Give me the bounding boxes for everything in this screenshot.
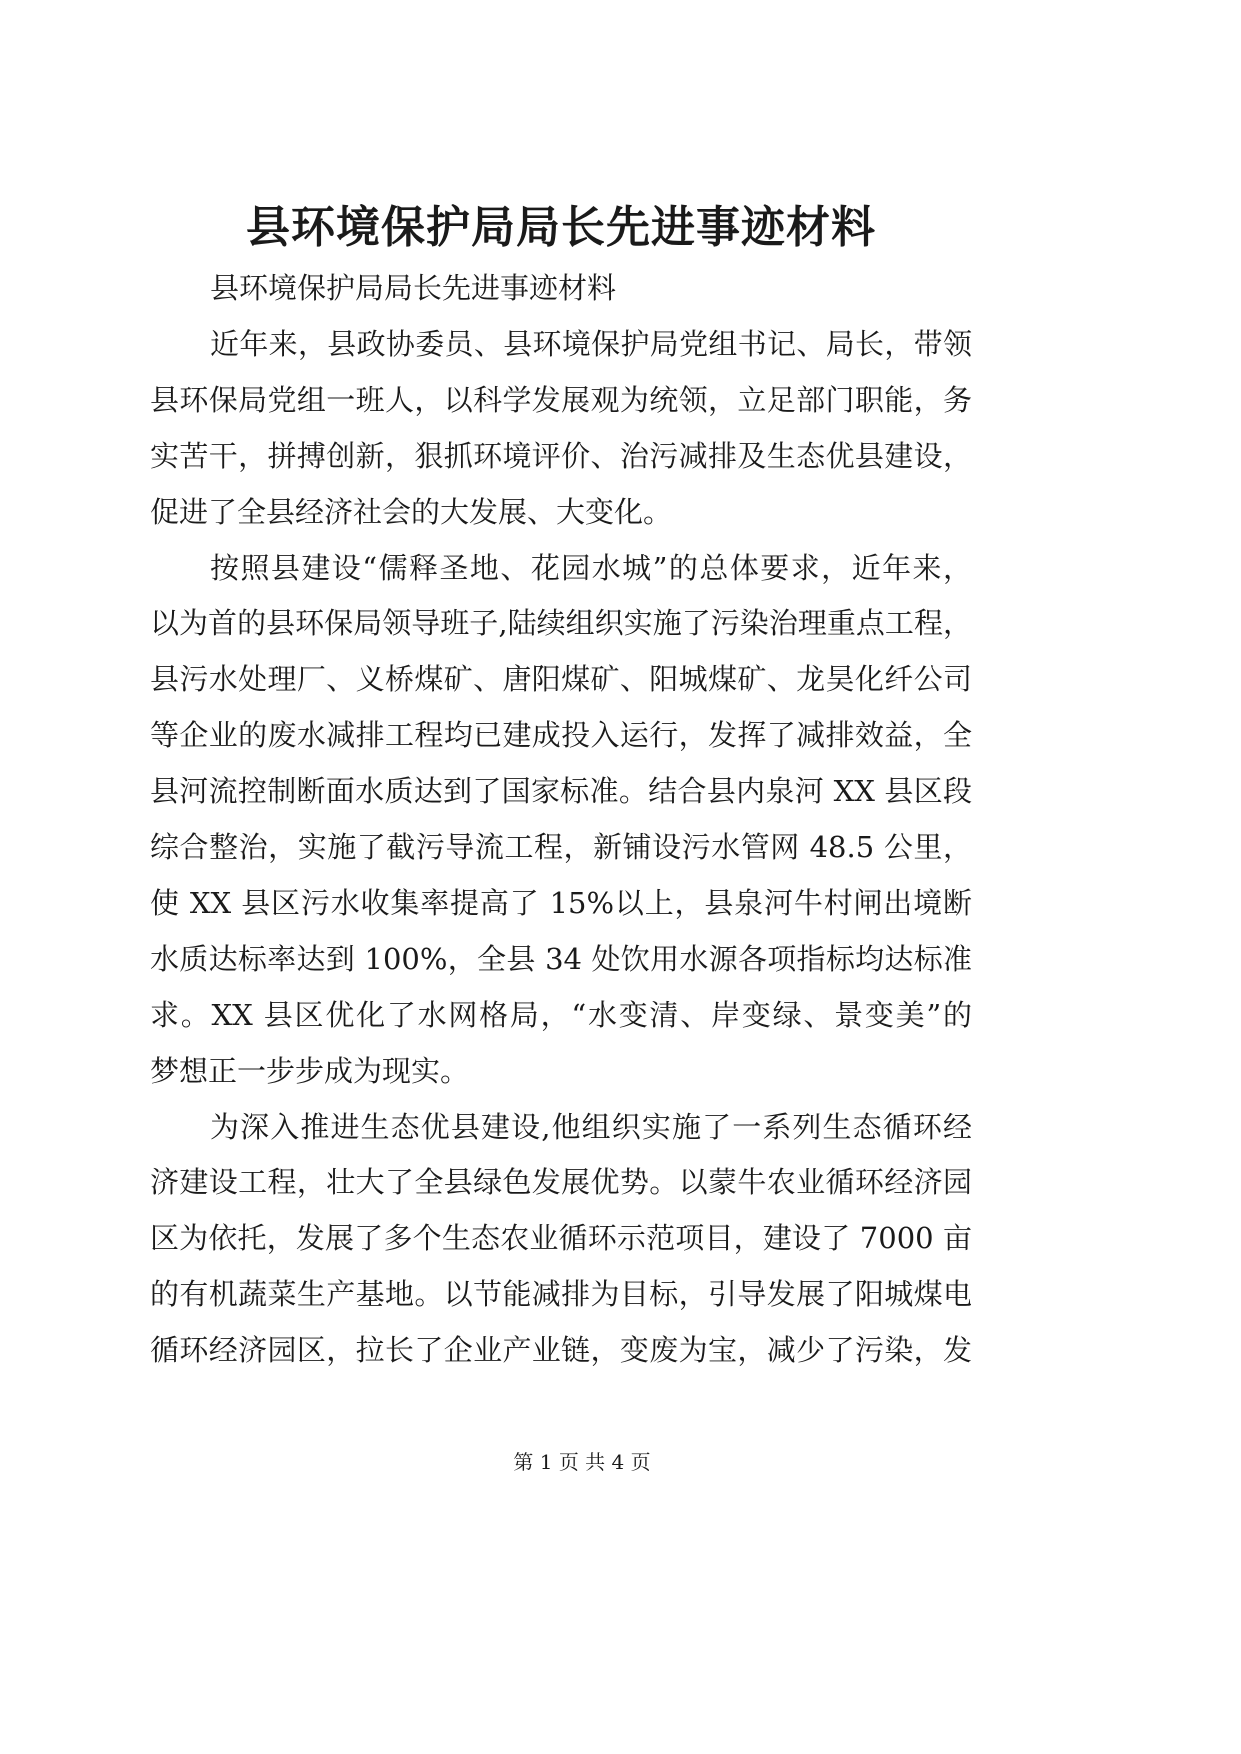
paragraph-first-line: 按照县建设“儒释圣地、花园水城”的总体要求，近年来，	[210, 550, 972, 585]
paragraph-first-line: 近年来，县政协委员、县环境保护局党组书记、局长，带领	[210, 326, 972, 361]
document-title: 县环境保护局局长先进事迹材料	[246, 202, 876, 253]
paragraph-line: 济建设工程，壮大了全县绿色发展优势。以蒙牛农业循环经济园	[150, 1165, 972, 1200]
paragraph-line: 使 XX 县区污水收集率提高了 15%以上，县泉河牛村闸出境断	[150, 885, 972, 920]
paragraph-line: 县污水处理厂、义桥煤矿、唐阳煤矿、阳城煤矿、龙昊化纤公司	[150, 662, 972, 697]
paragraph-line: 的有机蔬菜生产基地。以节能减排为目标，引导发展了阳城煤电	[150, 1277, 972, 1312]
paragraph-line: 等企业的废水减排工程均已建成投入运行，发挥了减排效益，全	[150, 718, 972, 753]
paragraph-first-line: 为深入推进生态优县建设,他组织实施了一系列生态循环经	[210, 1109, 972, 1144]
paragraph-first-line: 县环境保护局局长先进事迹材料	[210, 271, 617, 305]
paragraph-line: 促进了全县经济社会的大发展、大变化。	[150, 494, 673, 529]
paragraph-line: 县环保局党组一班人，以科学发展观为统领，立足部门职能，务	[150, 382, 972, 417]
paragraph-line: 县河流控制断面水质达到了国家标准。结合县内泉河 XX 县区段	[150, 774, 972, 809]
paragraph-line: 水质达标率达到 100%，全县 34 处饮用水源各项指标均达标准	[150, 941, 972, 976]
paragraph-line: 实苦干，拼搏创新，狠抓环境评价、治污减排及生态优县建设，	[150, 438, 972, 473]
paragraph-line: 梦想正一步步成为现实。	[150, 1053, 470, 1088]
paragraph-line: 求。XX 县区优化了水网格局，“水变清、岸变绿、景变美”的	[150, 997, 972, 1032]
paragraph-line: 区为依托，发展了多个生态农业循环示范项目，建设了 7000 亩	[150, 1221, 972, 1256]
paragraph-line: 以为首的县环保局领导班子,陆续组织实施了污染治理重点工程，	[150, 606, 972, 641]
paragraph-line: 循环经济园区，拉长了企业产业链，变废为宝，减少了污染，发	[150, 1333, 972, 1368]
page-number-footer: 第 1 页 共 4 页	[513, 1450, 651, 1474]
paragraph-line: 综合整治，实施了截污导流工程，新铺设污水管网 48.5 公里，	[150, 830, 972, 864]
